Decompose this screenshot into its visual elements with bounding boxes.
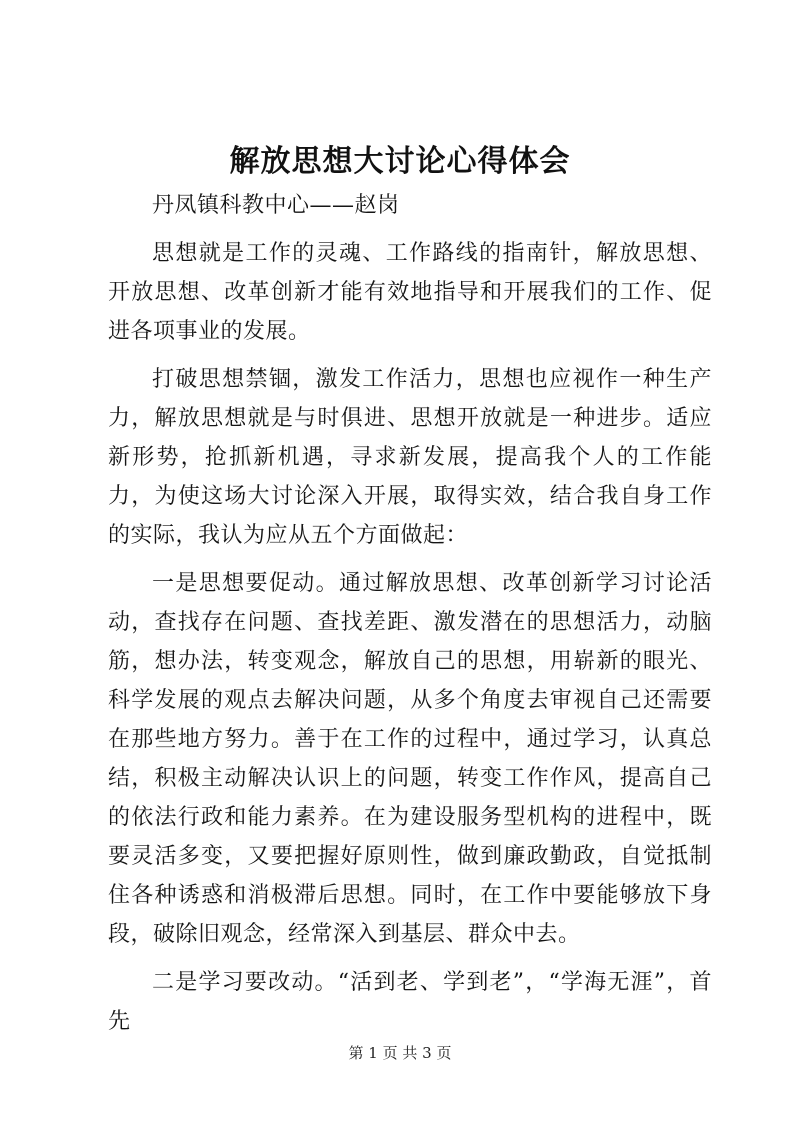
page-number-footer: 第 1 页 共 3 页 — [348, 1044, 452, 1062]
document-body — [108, 186, 712, 1050]
body-paragraph: 打破思想禁锢，激发工作活力，思想也应视作一种生产力，解放思想就是与时俱进、思想开放就是一种进步。适应新形势，抢抓新机遇，寻求新发展，提高我个人的工作能力，为使这场大讨论深入开展，取得实效，结合我自身工作的实际，我认为应从五个方面做起： — [108, 367, 712, 548]
byline: 丹凤镇科教中心——赵岗 — [152, 193, 400, 218]
document-title: 解放思想大讨论心得体会 — [229, 144, 571, 179]
body-paragraph: 一是思想要促动。通过解放思想、改革创新学习讨论活动，查找存在问题、查找差距、激发潜在的思想活力，动脑筋，想办法，转变观念，解放自己的思想，用崭新的眼光、科学发展的观点去解决问题，从多个角度去审视自己还需要在那些地方努力。善于在工作的过程中，通过学习，认真总结，积极主动解决认识上的问题，转变工作作风，提高自己的依法行政和能力素养。在为建设服务型机构的进程中，既要灵活多变，又要把握好原则性，做到廉政勤政，自觉抵制住各种诱惑和消极滞后思想。同时，在工作中要能够放下身段，破除旧观念，经常深入到基层、群众中去。 — [108, 571, 712, 947]
body-paragraph: 思想就是工作的灵魂、工作路线的指南针，解放思想、开放思想、改革创新才能有效地指导和开展我们的工作、促进各项事业的发展。 — [108, 241, 712, 344]
body-paragraph: 二是学习要改动。“活到老、学到老”，“学海无涯”，首先 — [108, 970, 712, 1034]
